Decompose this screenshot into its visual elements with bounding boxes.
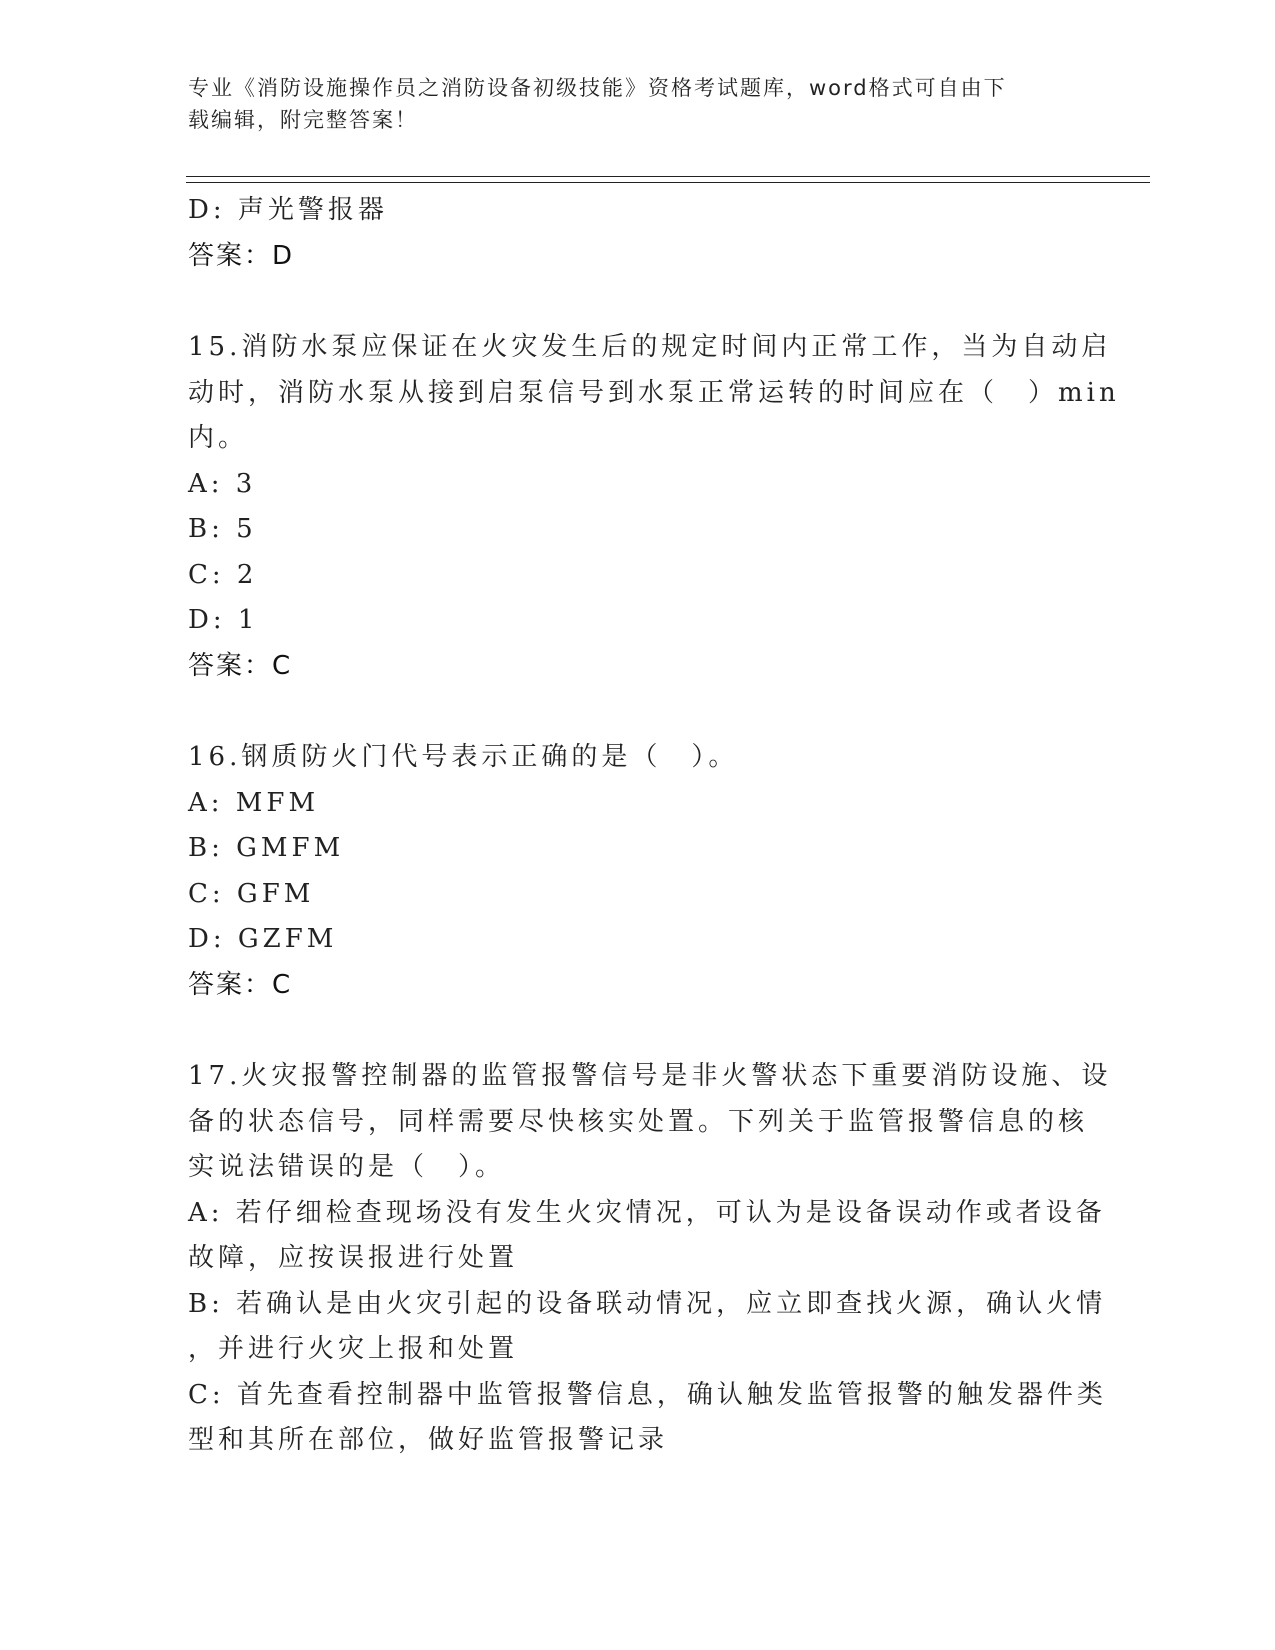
question-content [188, 188, 1120, 1464]
q15-option-a: A: 3 [188, 468, 257, 499]
header-line-2: 载编辑，附完整答案！ [188, 108, 418, 132]
q15-option-b: B: 5 [188, 514, 257, 544]
header-rule-top [186, 176, 1150, 177]
q17-option-a-cont: 故障，应按误报进行处置 [188, 1243, 519, 1273]
q15-answer: 答案：C [188, 650, 293, 681]
q16-option-d: D: GZFM [188, 924, 338, 954]
question-16 [188, 735, 1088, 1008]
q16-option-a: A: MFM [188, 787, 320, 818]
q17-stem-line: 备的状态信号，同样需要尽快核实处置。下列关于监管报警信息的核 [188, 1106, 1089, 1137]
q16-answer: 答案：C [188, 969, 293, 1000]
question-15 [188, 325, 1120, 689]
q17-option-c-cont: 型和其所在部位，做好监管报警记录 [188, 1425, 669, 1455]
prev-option-d: D: 声光警报器 [188, 195, 388, 225]
spacer [188, 279, 1088, 325]
q17-stem-line: 17.火灾报警控制器的监管报警信号是非火警状态下重要消防设施、设 [188, 1061, 1112, 1091]
q16-stem-line: 16.钢质防火门代号表示正确的是（ ）。 [188, 742, 739, 772]
spacer [188, 689, 1088, 735]
question-17 [188, 1054, 1112, 1464]
q15-stem-line: 动时，消防水泵从接到启泵信号到水泵正常运转的时间应在（ ）min [188, 377, 1120, 408]
q17-stem-line: 实说法错误的是（ ）。 [188, 1152, 506, 1182]
q15-stem-line: 内。 [188, 423, 249, 453]
q16-option-c: C: GFM [188, 878, 315, 909]
prev-answer: 答案：D [188, 240, 295, 271]
q15-stem-line: 15.消防水泵应保证在火灾发生后的规定时间内正常工作，当为自动启 [188, 332, 1112, 362]
header-rule-bottom [186, 182, 1150, 183]
q17-option-a: A: 若仔细检查现场没有发生火灾情况，可认为是设备误动作或者设备 [188, 1197, 1106, 1228]
spacer [188, 1008, 1088, 1054]
q15-option-d: D: 1 [188, 605, 259, 635]
document-header-note [188, 72, 1068, 136]
q17-option-b-cont: ，并进行火灾上报和处置 [188, 1334, 519, 1364]
header-line-1: 专业《消防设施操作员之消防设备初级技能》资格考试题库，word格式可自由下 [188, 76, 1007, 100]
q17-option-b: B: 若确认是由火灾引起的设备联动情况，应立即查找火源，确认火情 [188, 1288, 1107, 1319]
q15-option-c: C: 2 [188, 559, 258, 590]
q16-option-b: B: GMFM [188, 833, 345, 863]
q17-option-c: C: 首先查看控制器中监管报警信息，确认触发监管报警的触发器件类 [188, 1379, 1107, 1410]
